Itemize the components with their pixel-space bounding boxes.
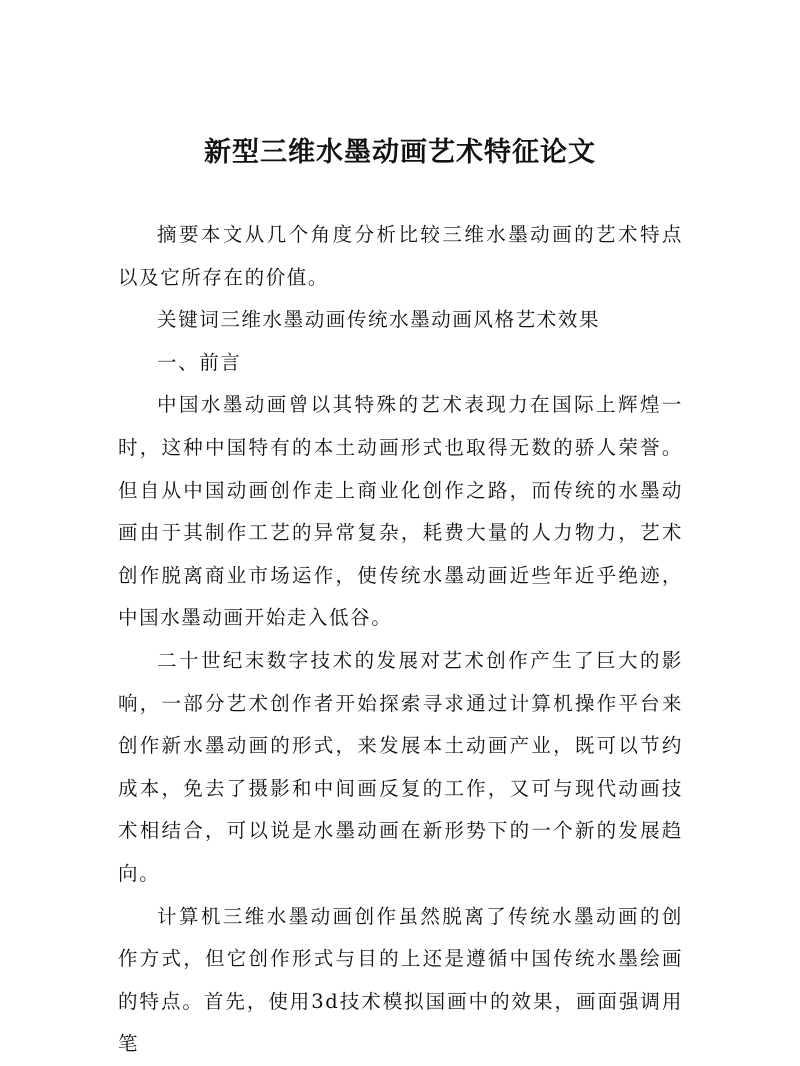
body-paragraph: 中国水墨动画曾以其特殊的艺术表现力在国际上辉煌一时，这种中国特有的本土动画形式也取得无数的骄人荣誉。但自从中国动画创作走上商业化创作之路，而传统的水墨动画由于其制作工艺的异常复杂，耗费大量的人力物力，艺术创作脱离商业市场运作，使传统水墨动画近些年近乎绝迹，中国水墨动画开始走入低谷。 bbox=[118, 393, 683, 630]
body-paragraph: 二十世纪末数字技术的发展对艺术创作产生了巨大的影响，一部分艺术创作者开始探索寻求通过计算机操作平台来创作新水墨动画的形式，来发展本土动画产业，既可以节约成本，免去了摄影和中间画反复的工作，又可与现代动画技术相结合，可以说是水墨动画在新形势下的一个新的发展趋向。 bbox=[118, 648, 683, 885]
keywords-paragraph: 关键词三维水墨动画传统水墨动画风格艺术效果 bbox=[157, 308, 601, 332]
document-body bbox=[118, 214, 683, 1066]
section-heading-preface: 一、前言 bbox=[157, 350, 242, 374]
body-paragraph: 计算机三维水墨动画创作虽然脱离了传统水墨动画的创作方式，但它创作形式与目的上还是遵循中国传统水墨绘画的特点。首先，使用3d技术模拟国画中的效果，画面强调用笔 bbox=[118, 904, 683, 1056]
abstract-paragraph: 摘要本文从几个角度分析比较三维水墨动画的艺术特点以及它所存在的价值。 bbox=[118, 223, 683, 289]
document-title: 新型三维水墨动画艺术特征论文 bbox=[204, 137, 596, 168]
